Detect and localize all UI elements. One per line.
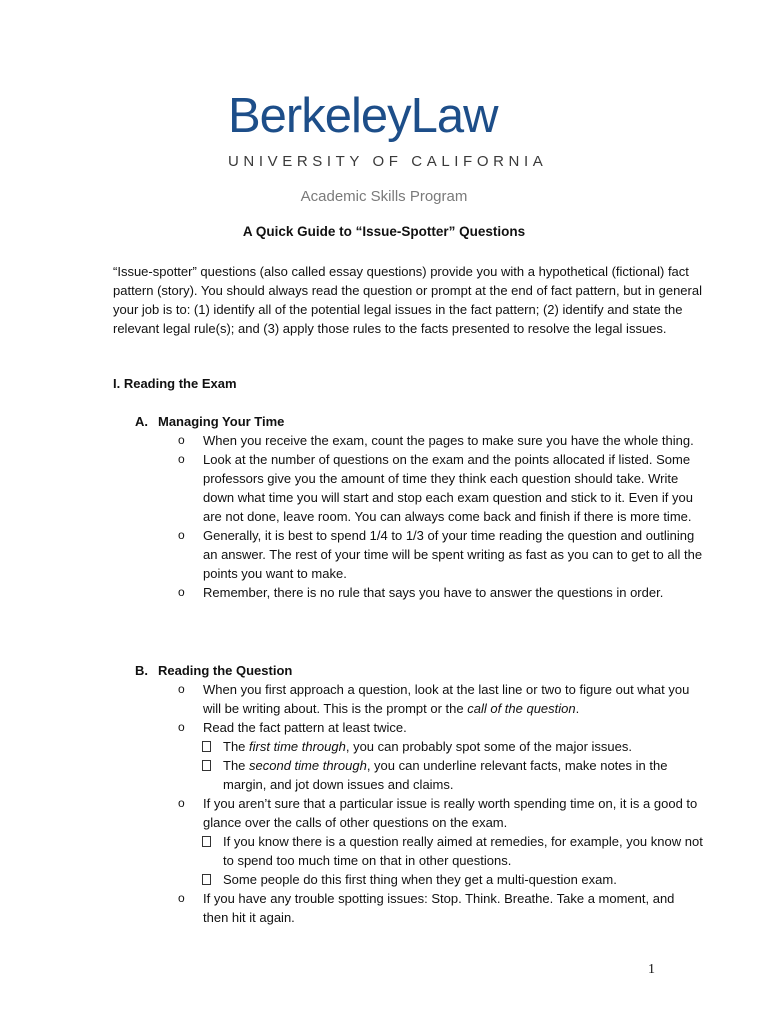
list-item xyxy=(178,431,703,450)
bullet-icon: o xyxy=(178,528,185,542)
subsection-letter: B. xyxy=(135,663,148,678)
square-bullet-icon xyxy=(202,760,211,771)
square-bullet-icon xyxy=(202,874,211,885)
list-item-text: Generally, it is best to spend 1/4 to 1/3 of your time reading the question and outlining an answer. The rest of your time will be spent writing as fast as you can to get to all the points you want to make. xyxy=(203,528,703,581)
sublist-item xyxy=(178,870,703,889)
reading-question-list xyxy=(178,680,703,927)
sublist-item-text: , you can underline relevant facts, make notes in the margin, and jot down issues and claims. xyxy=(223,758,668,792)
bullet-icon: o xyxy=(178,682,185,696)
logo-wordmark: BerkeleyLaw xyxy=(228,89,498,143)
list-item xyxy=(178,583,703,602)
list-item xyxy=(178,450,703,526)
list-item xyxy=(178,794,703,889)
subsection-letter: A. xyxy=(135,414,148,429)
program-name: Academic Skills Program xyxy=(300,188,468,205)
document-title: A Quick Guide to “Issue-Spotter” Questions xyxy=(242,224,526,239)
managing-time-list xyxy=(178,431,703,602)
list-item xyxy=(178,718,703,794)
subsection-heading-reading-question xyxy=(135,661,292,680)
intro-paragraph: “Issue-spotter” questions (also called essay questions) provide you with a hypothetical (fictional) fact pattern (story). You should always read the question or prompt at the end of fact pattern, but in general your job is to: (1) identify all of the potential legal issues in the fact pattern; (2) identify and state the relevant legal rule(s); and (3) apply those rules to the facts presented to resolve the legal issues. xyxy=(113,264,702,336)
sublist-item xyxy=(178,737,703,756)
list-item-text: If you aren’t sure that a particular issue is really worth spending time on, it is a good to glance over the calls of other questions on the exam. xyxy=(203,796,698,830)
list-item-text: Remember, there is no rule that says you have to answer the questions in order. xyxy=(203,585,664,600)
logo-subtitle: UNIVERSITY OF CALIFORNIA xyxy=(228,153,548,170)
sublist xyxy=(178,832,703,889)
page-number: 1 xyxy=(648,962,655,977)
section-heading-reading-exam: I. Reading the Exam xyxy=(113,376,237,391)
bullet-icon: o xyxy=(178,720,185,734)
sublist-item-text: If you know there is a question really aimed at remedies, for example, you know not to spend too much time on that in other questions. xyxy=(223,834,703,868)
sublist-item xyxy=(178,756,703,794)
subsection-heading-managing-time xyxy=(135,412,284,431)
emphasis-text: second time through xyxy=(249,758,367,773)
list-item xyxy=(178,889,703,927)
berkeley-law-logo xyxy=(228,88,548,171)
sublist-item-text: Some people do this first thing when they get a multi-question exam. xyxy=(223,872,617,887)
bullet-icon: o xyxy=(178,796,185,810)
bullet-icon: o xyxy=(178,452,185,466)
subsection-title: Reading the Question xyxy=(158,663,293,678)
list-item-text: When you first approach a question, look at the last line or two to figure out what you will be writing about. This is the prompt or the xyxy=(203,682,690,716)
square-bullet-icon xyxy=(202,836,211,847)
list-item-text: If you have any trouble spotting issues: Stop. Think. Breathe. Take a moment, and then hit it again. xyxy=(203,891,675,925)
list-item-text: Look at the number of questions on the exam and the points allocated if listed. Some professors give you the amount of time they think each question should take. Write down what time you will start and stop each exam question and stick to it. Even if you are not done, leave room. You can always come back and finish if there is more time. xyxy=(203,452,693,524)
list-item xyxy=(178,680,703,718)
list-item-text: . xyxy=(575,701,580,716)
sublist-item-text: The xyxy=(223,739,250,754)
sublist-item xyxy=(178,832,703,870)
bullet-icon: o xyxy=(178,433,185,447)
sublist xyxy=(178,737,703,794)
list-item xyxy=(178,526,703,583)
bullet-icon: o xyxy=(178,891,185,905)
square-bullet-icon xyxy=(202,741,211,752)
list-item-text: Read the fact pattern at least twice. xyxy=(203,720,407,735)
emphasis-text: call of the question xyxy=(467,701,576,716)
sublist-item-text: The xyxy=(223,758,250,773)
sublist-item-text: , you can probably spot some of the major issues. xyxy=(345,739,632,754)
list-item-text: When you receive the exam, count the pages to make sure you have the whole thing. xyxy=(203,433,694,448)
bullet-icon: o xyxy=(178,585,185,599)
subsection-title: Managing Your Time xyxy=(158,414,285,429)
emphasis-text: first time through xyxy=(249,739,346,754)
